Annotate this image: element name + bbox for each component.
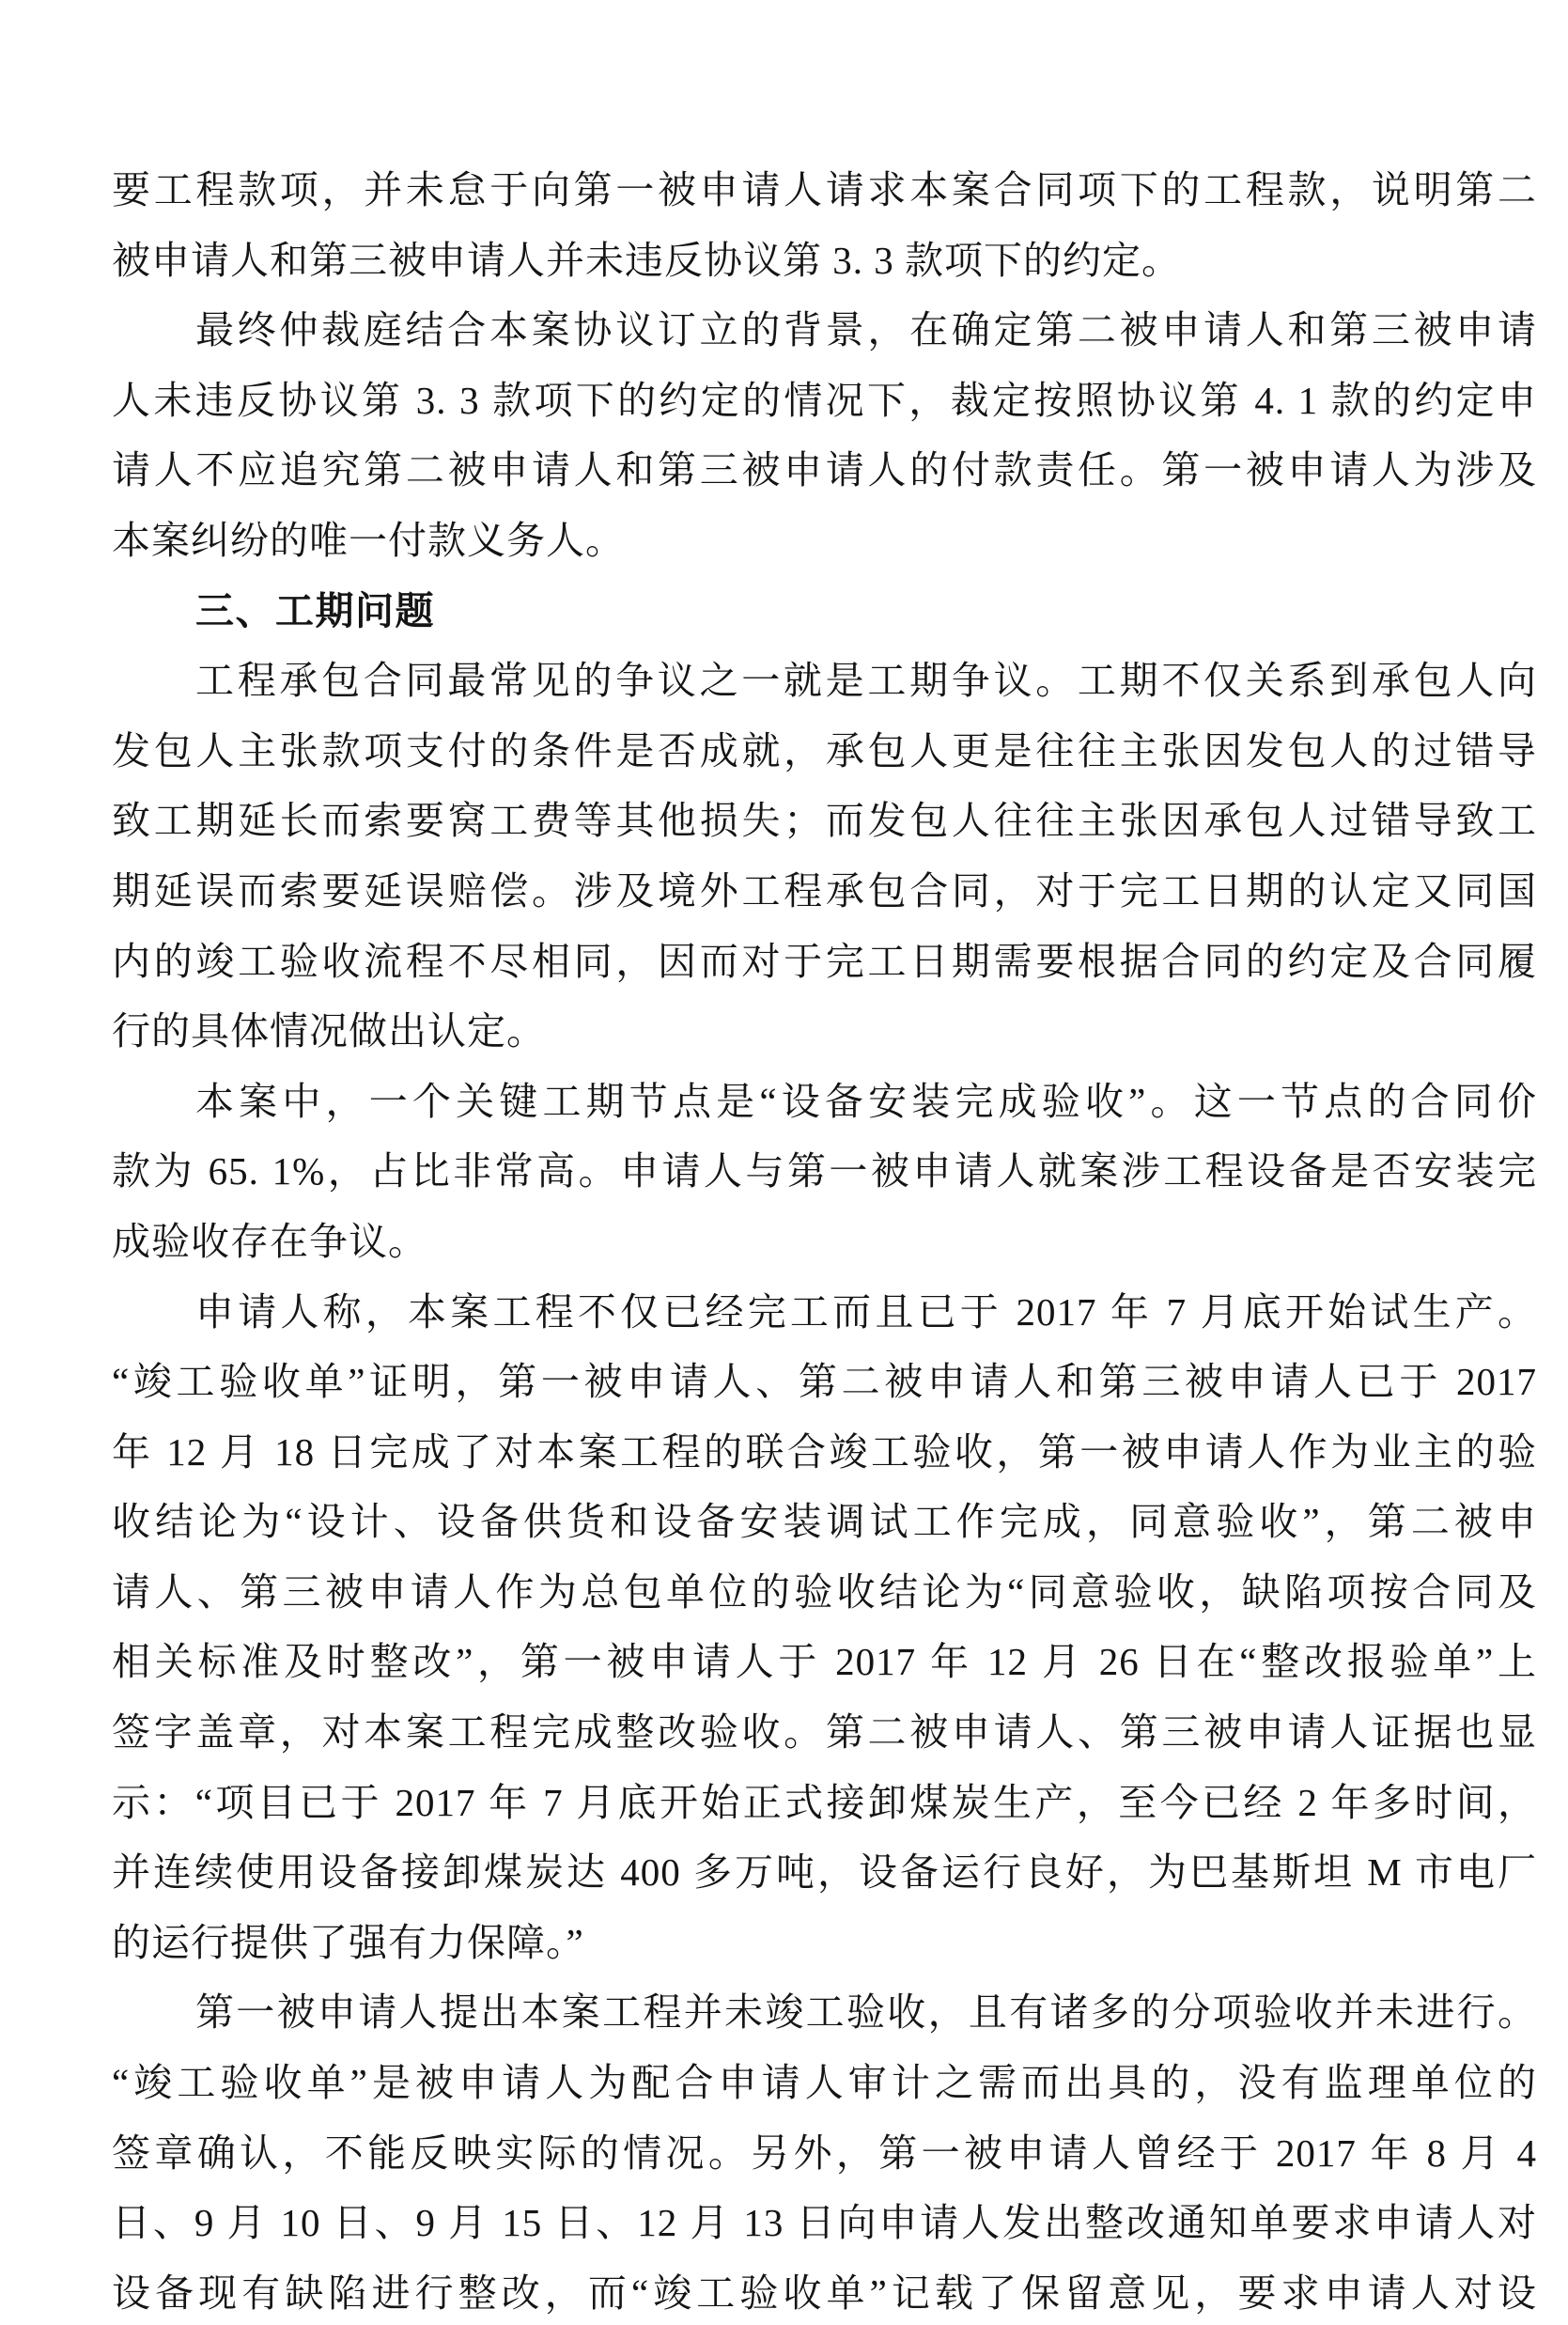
text-line: “竣工验收单”证明，第一被申请人、第二被申请人和第三被申请人已于 2017 <box>112 1360 1537 1404</box>
text-line: 签字盖章，对本案工程完成整改验收。第二被申请人、第三被申请人证据也显 <box>112 1710 1537 1755</box>
text-line: 并连续使用设备接卸煤炭达 400 多万吨，设备运行良好，为巴基斯坦 M 市电厂 <box>112 1850 1537 1895</box>
text-line: 发包人主张款项支付的条件是否成就，承包人更是往往主张因发包人的过错导 <box>112 728 1537 772</box>
paragraph <box>112 1284 1537 1971</box>
text-line: 请人、第三被申请人作为总包单位的验收结论为“同意验收，缺陷项按合同及 <box>112 1569 1537 1614</box>
text-line: 本案纠纷的唯一付款义务人。 <box>112 518 625 562</box>
text-line: 设备现有缺陷进行整改，而“竣工验收单”记载了保留意见，要求申请人对设 <box>112 2270 1537 2315</box>
text-line: 款为 65. 1%，占比非常高。申请人与第一被申请人就案涉工程设备是否安装完 <box>112 1149 1537 1194</box>
paragraph <box>112 1984 1537 2320</box>
text-line: 请人不应追究第二被申请人和第三被申请人的付款责任。第一被申请人为涉及 <box>112 448 1537 492</box>
text-line: 行的具体情况做出认定。 <box>112 1009 546 1053</box>
text-line: 签章确认，不能反映实际的情况。另外，第一被申请人曾经于 2017 年 8 月 4 <box>112 2130 1537 2175</box>
text-line: 的运行提供了强有力保障。” <box>112 1920 584 1964</box>
text-line: 成验收存在争议。 <box>112 1219 427 1263</box>
text-line: 要工程款项，并未怠于向第一被申请人请求本案合同项下的工程款，说明第二 <box>112 168 1537 211</box>
section-heading-block <box>112 583 1537 639</box>
text-line: 内的竣工验收流程不尽相同，因而对于完工日期需要根据合同的约定及合同履 <box>112 939 1537 983</box>
paragraph-continuation <box>112 162 1537 289</box>
text-line: 日、9 月 10 日、9 月 15 日、12 月 13 日向申请人发出整改通知单要求申请人对 <box>112 2201 1537 2245</box>
text-line: 第一被申请人提出本案工程并未竣工验收，且有诸多的分项验收并未进行。 <box>195 1990 1537 2035</box>
paragraph <box>112 652 1537 1059</box>
text-line: “竣工验收单”是被申请人为配合申请人审计之需而出具的，没有监理单位的 <box>112 2061 1537 2105</box>
text-line: 相关标准及时整改”，第一被申请人于 2017 年 12 月 26 日在“整改报验单”上 <box>112 1640 1537 1684</box>
text-line: 示：“项目已于 2017 年 7 月底开始正式接卸煤炭生产，至今已经 2 年多时间， <box>112 1780 1537 1824</box>
text-line: 工程承包合同最常见的争议之一就是工期争议。工期不仅关系到承包人向 <box>195 659 1537 703</box>
text-line: 期延误而索要延误赔偿。涉及境外工程承包合同，对于完工日期的认定又同国 <box>112 868 1537 913</box>
text-line: 被申请人和第三被申请人并未违反协议第 3. 3 款项下的约定。 <box>112 238 1181 282</box>
section-heading: 三、工期问题 <box>195 588 435 632</box>
text-line: 本案中，一个关键工期节点是“设备安装完成验收”。这一节点的合同价 <box>195 1079 1537 1123</box>
text-line: 申请人称，本案工程不仅已经完工而且已于 2017 年 7 月底开始试生产。 <box>195 1289 1537 1334</box>
paragraph <box>112 302 1537 569</box>
paragraph <box>112 1073 1537 1270</box>
text-line: 收结论为“设计、设备供货和设备安装调试工作完成，同意验收”，第二被申 <box>112 1500 1537 1544</box>
text-line: 致工期延长而索要窝工费等其他损失；而发包人往往主张因承包人过错导致工 <box>112 799 1537 843</box>
text-line: 最终仲裁庭结合本案协议订立的背景，在确定第二被申请人和第三被申请 <box>195 308 1537 352</box>
text-line: 人未违反协议第 3. 3 款项下的约定的情况下，裁定按照协议第 4. 1 款的约定申 <box>112 378 1537 422</box>
text-line: 年 12 月 18 日完成了对本案工程的联合竣工验收，第一被申请人作为业主的验 <box>112 1429 1537 1474</box>
